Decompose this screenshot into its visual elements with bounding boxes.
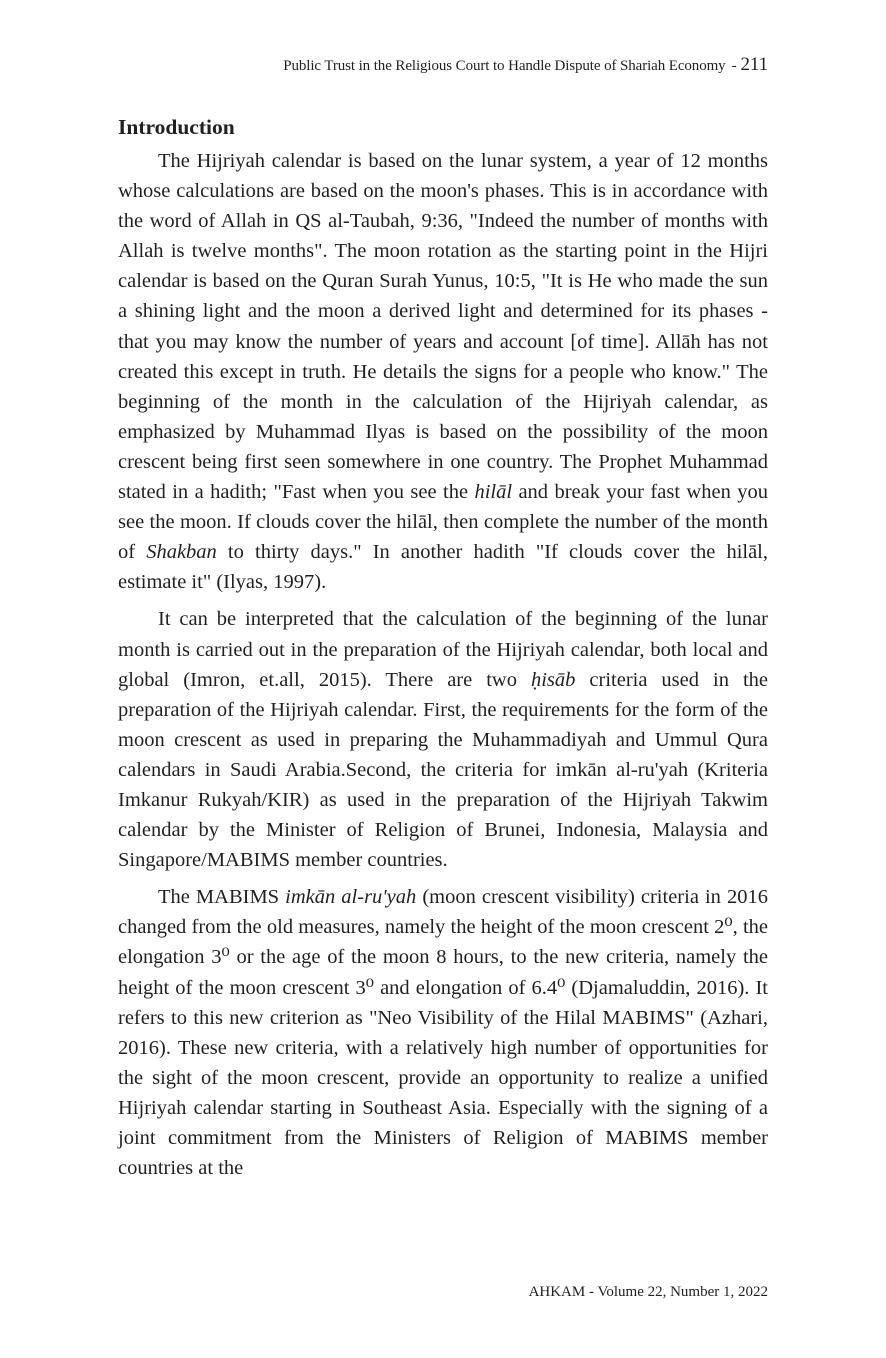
term-imkan-al-ruyah: imkān al-ru'yah <box>285 886 417 909</box>
section-heading-introduction: Introduction <box>118 115 235 139</box>
term-hisab: ḥisāb <box>530 668 576 691</box>
paragraph-1-text-b: and break your fast when you see the moon. If clouds cover the hilāl, then complete the number of the month of <box>118 481 768 564</box>
running-head-separator: - <box>731 58 737 74</box>
paragraph-2-text-a: It can be interpreted that the calculation of the beginning of the lunar month is carried out in the preparation of the Hijriyah calendar, both local and global (Imron, et.all, 2015). There are two <box>118 608 768 691</box>
paragraph-3-text-a: The MABIMS <box>158 886 286 909</box>
article-body <box>118 112 768 1190</box>
page-number: 211 <box>740 54 768 75</box>
paragraph-3 <box>118 882 768 1183</box>
term-shakban: Shakban <box>146 541 217 564</box>
paragraph-1 <box>118 146 768 597</box>
paragraph-3-text-b: (moon crescent visibility) criteria in 2016 changed from the old measures, namely the height of the moon crescent 2⁰, the elongation 3⁰ or the age of the moon 8 hours, to the new criteria, namely the height of the moon crescent 3⁰ and elongation of 6.4⁰ (Djamaluddin, 2016). It refers to this new criterion as "Neo Visibility of the Hilal MABIMS" (Azhari, 2016). These new criteria, with a relatively high number of opportunities for the sight of the moon crescent, provide an opportunity to realize a unified Hijriyah calendar starting in Southeast Asia. Especially with the signing of a joint commitment from the Ministers of Religion of MABIMS member countries at the <box>118 886 768 1180</box>
paragraph-1-text-c: to thirty days." In another hadith "If clouds cover the hilāl, estimate it" (Ilyas, 1997). <box>118 541 769 594</box>
paragraph-2-text-b: criteria used in the preparation of the Hijriyah calendar. First, the requirements for the form of the moon crescent as used in preparing the Muhammadiyah and Ummul Qura calendars in Saudi Arabia.Second, the criteria for imkān al-ru'yah (Kriteria Imkanur Rukyah/KIR) as used in the preparation of the Hijriyah Takwim calendar by the Minister of Religion of Brunei, Indonesia, Malaysia and Singapore/MABIMS member countries. <box>118 668 768 872</box>
running-head-title: Public Trust in the Religious Court to Handle Dispute of Shariah Economy <box>283 58 726 74</box>
paragraph-2 <box>118 604 768 875</box>
journal-footer: AHKAM - Volume 22, Number 1, 2022 <box>528 1284 768 1300</box>
running-head <box>283 54 768 76</box>
paragraph-1-text-a: The Hijriyah calendar is based on the lunar system, a year of 12 months whose calculations are based on the moon's phases. This is in accordance with the word of Allah in QS al-Taubah, 9:36, "Indeed the number of months with Allah is twelve months". The moon rotation as the starting point in the Hijri calendar is based on the Quran Surah Yunus, 10:5, "It is He who made the sun a shining light and the moon a derived light and determined for its phases - that you may know the number of years and account [of time]. Allāh has not created this except in truth. He details the signs for a people who know." The beginning of the month in the calculation of the Hijriyah calendar, as emphasized by Muhammad Ilyas is based on the possibility of the moon crescent being first seen somewhere in one country. The Prophet Muhammad stated in a hadith; "Fast when you see the <box>118 150 768 504</box>
term-hilal: hilāl <box>474 481 513 504</box>
